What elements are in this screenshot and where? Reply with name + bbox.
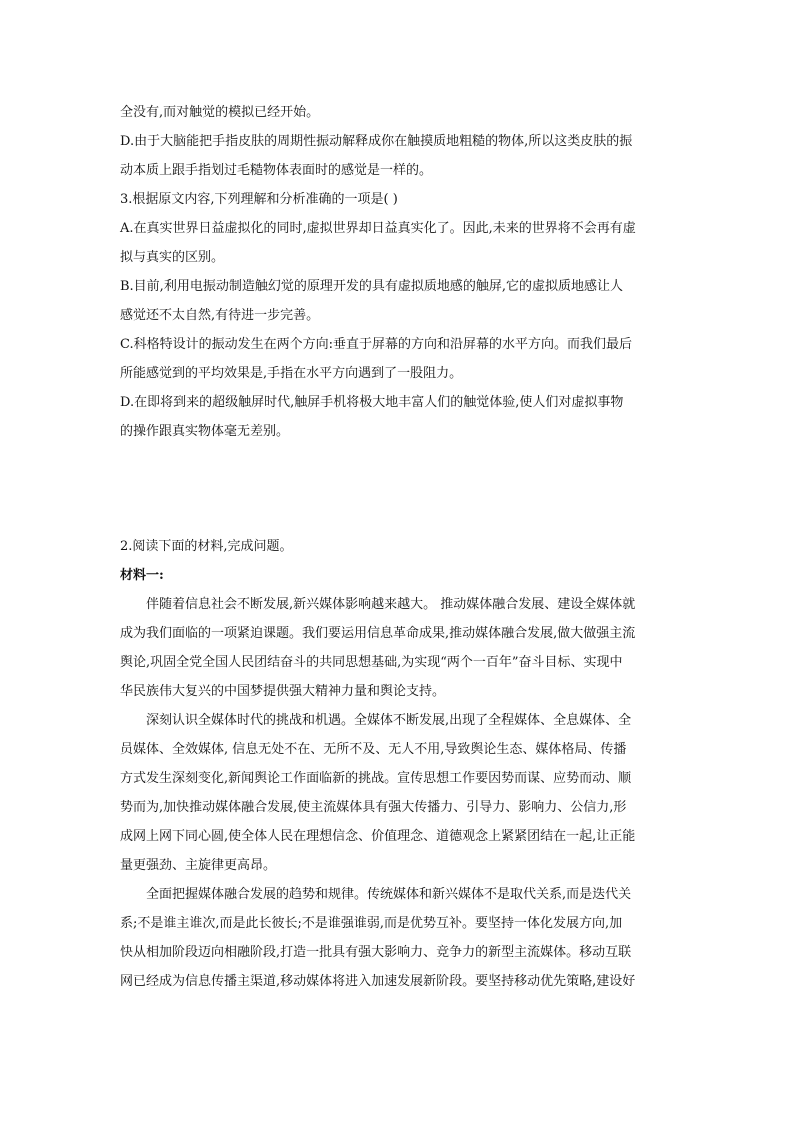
paragraph-line: 量更强劲、主旋律更高昂。 bbox=[120, 858, 277, 873]
section-gap bbox=[120, 446, 680, 532]
paragraph-2 bbox=[120, 706, 680, 880]
paragraph-line: 全面把握媒体融合发展的趋势和规律。传统媒体和新兴媒体不是取代关系,而是迭代关 bbox=[146, 887, 632, 902]
paragraph-line: 伴随着信息社会不断发展,新兴媒体影响越来越大。 推动媒体融合发展、建设全媒体就 bbox=[146, 597, 636, 612]
paragraph-line: 势而为,加快推动媒体融合发展,使主流媒体具有强大传播力、引导力、影响力、公信力,形 bbox=[120, 800, 627, 815]
document-page bbox=[120, 98, 680, 996]
material-label: 材料一: bbox=[120, 568, 164, 583]
paragraph-line: 华民族伟大复兴的中国梦提供强大精神力量和舆论支持。 bbox=[120, 684, 446, 699]
paragraph-line: 成为我们面临的一项紧迫课题。我们要运用信息革命成果,推动媒体融合发展,做大做强主流 bbox=[120, 626, 636, 641]
text-line: 动本质上跟手指划过毛糙物体表面时的感觉是一样的。 bbox=[120, 163, 433, 178]
option-c-line: C.科格特设计的振动发生在两个方向:垂直于屏幕的方向和沿屏幕的水平方向。而我们最后 bbox=[120, 337, 632, 352]
paragraph-line: 快从相加阶段迈向相融阶段,打造一批具有强大影响力、竞争力的新型主流媒体。移动互联 bbox=[120, 945, 632, 960]
text-line: 全没有,而对触觉的模拟已经开始。 bbox=[120, 105, 320, 120]
paragraph-line: 网已经成为信息传播主渠道,移动媒体将进入加速发展新阶段。要坚持移动优先策略,建设好 bbox=[120, 974, 636, 989]
question-3-stem: 3.根据原文内容,下列理解和分析准确的一项是( ) bbox=[120, 192, 398, 207]
text-line: 拟与真实的区别。 bbox=[120, 250, 225, 265]
text-line: 感觉还不太自然,有待进一步完善。 bbox=[120, 308, 320, 323]
paragraph-line: 方式发生深刻变化,新闻舆论工作面临新的挑战。宣传思想工作要因势而谋、应势而动、顺 bbox=[120, 771, 632, 786]
reading-material-block bbox=[120, 532, 680, 996]
paragraph-line: 系;不是谁主谁次,而是此长彼长;不是谁强谁弱,而是优势互补。要坚持一体化发展方向,加 bbox=[120, 916, 623, 931]
paragraph-1 bbox=[120, 590, 680, 706]
text-line: 所能感觉到的平均效果是,手指在水平方向遇到了一股阻力。 bbox=[120, 366, 463, 381]
option-b-line: B.目前,利用电振动制造触幻觉的原理开发的具有虚拟质地感的触屏,它的虚拟质地感让人 bbox=[120, 279, 623, 294]
option-a-line: A.在真实世界日益虚拟化的同时,虚拟世界却日益真实化了。因此,未来的世界将不会再有虚 bbox=[120, 221, 636, 236]
text-line: 的操作跟真实物体毫无差别。 bbox=[120, 424, 290, 439]
option-d-line: D.由于大脑能把手指皮肤的周期性振动解释成你在触摸质地粗糙的物体,所以这类皮肤的振 bbox=[120, 134, 633, 149]
paragraph-line: 员媒体、全效媒体, 信息无处不在、无所不及、无人不用,导致舆论生态、媒体格局、传播 bbox=[120, 742, 627, 757]
question-2-heading: 2.阅读下面的材料,完成问题。 bbox=[120, 539, 293, 554]
paragraph-line: 舆论,巩固全党全国人民团结奋斗的共同思想基础,为实现“两个一百年”奋斗目标、实现中 bbox=[120, 655, 623, 670]
paragraph-3 bbox=[120, 880, 680, 996]
paragraph-line: 成网上网下同心圆,使全体人民在理想信念、价值理念、道德观念上紧紧团结在一起,让正能 bbox=[120, 829, 636, 844]
question-options-block bbox=[120, 98, 680, 446]
option-d-line: D.在即将到来的超级触屏时代,触屏手机将极大地丰富人们的触觉体验,使人们对虚拟事物 bbox=[120, 395, 624, 410]
paragraph-line: 深刻认识全媒体时代的挑战和机遇。全媒体不断发展,出现了全程媒体、全息媒体、全 bbox=[146, 713, 632, 728]
